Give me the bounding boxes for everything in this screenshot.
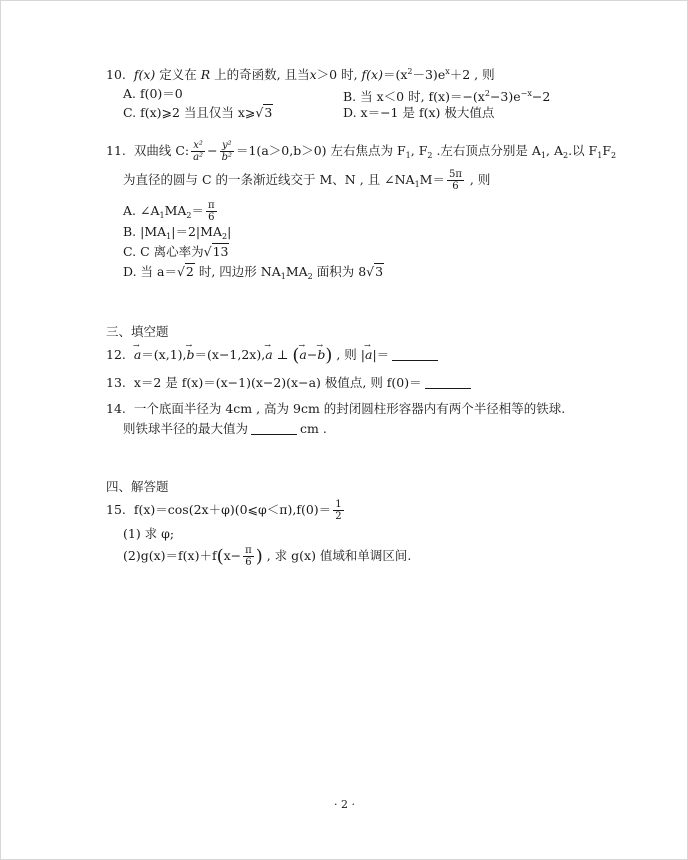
q10-option-b: B. 当 x＜0 时, $f(x)=-(x^2-3)e^{-x}-2$ [343, 89, 551, 104]
q15-part2: (2)g(x)＝f(x)＋f(x− $\frac{\pi}{6}$ ) , 求 g(x) 值域和单调区间. [123, 545, 412, 568]
q11-option-d: D. 当 a＝√2 时, 四边形 $NA_1MA_2$ 面积为 8√3 [123, 264, 384, 281]
page-number: · 2 · [334, 798, 355, 811]
section-title-answer: 四、解答题 [106, 479, 169, 494]
q11-option-a: A. $\angle A_1MA_2=$ $\frac{\pi}{6}$ [123, 200, 215, 223]
q14-line1: 14. 一个底面半径为 4cm , 高为 9cm 的封闭圆柱形容器内有两个半径相等的铁球. [106, 401, 566, 416]
q15-part1: (1) 求 φ; [123, 526, 175, 541]
q11-option-b: B. $|MA_1|=2|MA_2|$ [123, 224, 232, 241]
q13: 13. x＝2 是 f(x)＝(x−1)(x−2)(x−a) 极值点, 则 f(0)＝ [106, 375, 474, 391]
fraction: $\frac{\text{x²}}{\text{a²}}$ [193, 140, 204, 163]
q11-option-c: C. C 离心率为√13 [123, 244, 229, 259]
fraction: $\frac{\pi}{6}$ [245, 545, 252, 568]
answer-blank [251, 424, 297, 435]
answer-blank [425, 378, 471, 389]
q15-stem: 15. f(x)＝cos(2x＋φ)(0⩽φ＜π),f(0)＝ $\frac{1}{2}$ [106, 499, 342, 522]
fraction: $\frac{5\pi}{6}$ [448, 169, 462, 192]
fraction: $\frac{\text{y²}}{\text{b²}}$ [221, 140, 232, 163]
section-title-fill-in: 三、填空题 [106, 324, 169, 339]
q10-stem: 10. f(x) 定义在 R 上的奇函数, 且当x＞0 时, $f(x)=(x^2-3)e^x+2$ , 则 [106, 67, 495, 82]
q11-stem-line2: 为直径的圆与 C 的一条渐近线交于 M、N , 且 $\angle NA_1M=$ $\frac{5\pi}{6}$ , 则 [123, 169, 491, 192]
q14-line2: 则铁球半径的最大值为 cm . [123, 421, 327, 436]
answer-blank [392, 350, 438, 361]
fraction: $\frac{\pi}{6}$ [208, 200, 215, 223]
fraction: $\frac{1}{2}$ [335, 499, 342, 522]
q10-option-d: D. x＝−1 是 f(x) 极大值点 [343, 105, 495, 120]
q10-option-c: C. f(x)⩾2 当且仅当 x⩾√3 [123, 105, 273, 120]
q11-stem-line1: 11. 双曲线 C: $\frac{\text{x²}}{\text{a²}}$ − $\frac{\text{y²}}{\text{b²}}$ ＝1(a＞0,b＞0) 左右焦点为 $F_1$, $F_2$ .左右顶点分别是 $A_1$, $A_2$.以 $F_1F_2$ [106, 140, 617, 163]
q12: 12. → a＝(x,1),→ b＝(x−1,2x),→ a ⊥ (→ a−→ b) , 则 |→ a|＝ [106, 347, 441, 364]
q10-option-a: A. f(0)＝0 [123, 86, 183, 101]
